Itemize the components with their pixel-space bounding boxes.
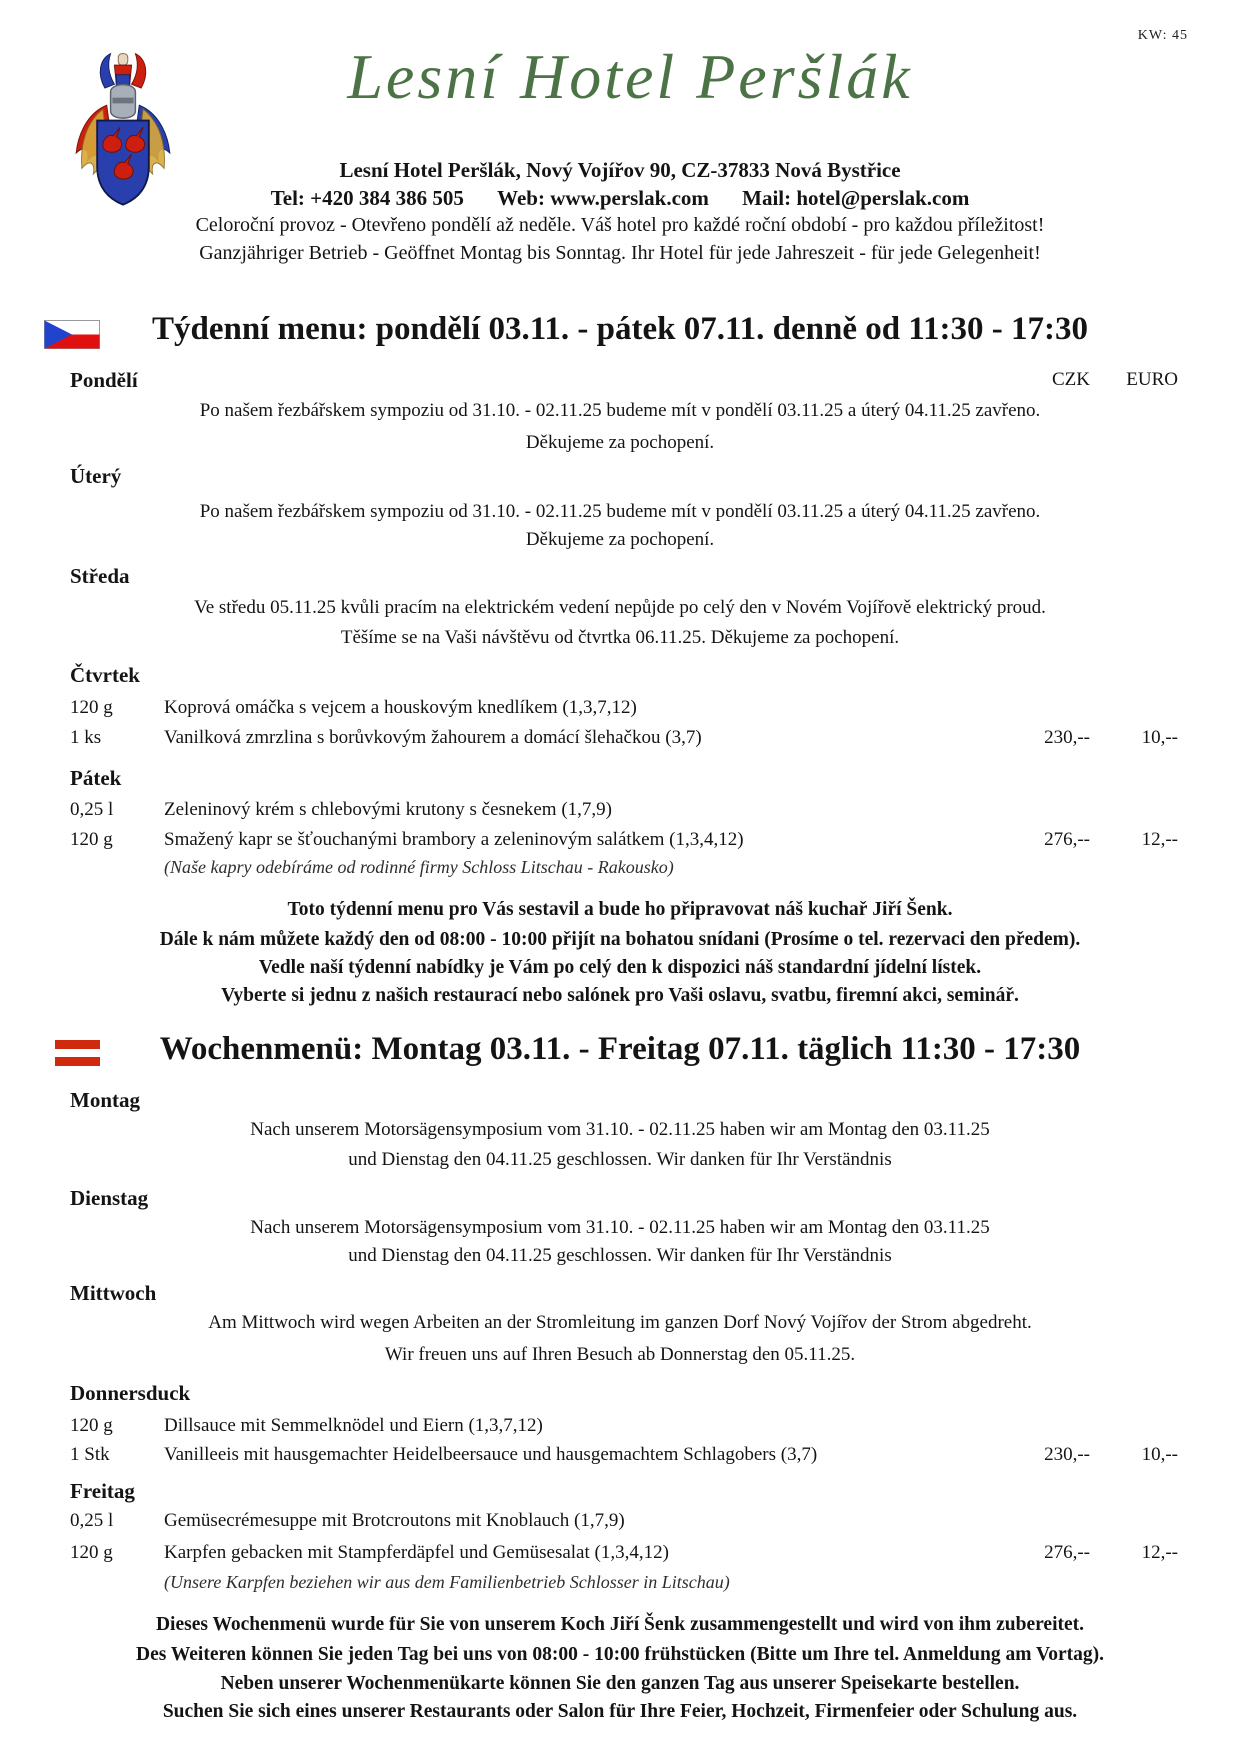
menu-item-price-euro: 12,-- xyxy=(1141,829,1178,850)
tuesday-note-line: Děkujeme za pochopení. xyxy=(525,529,715,550)
menu-item-desc: Vanilleeis mit hausgemachter Heidelbeersauce und hausgemachtem Schlagobers (3,7) xyxy=(164,1444,818,1465)
menu-item-qty: 120 g xyxy=(70,1415,113,1436)
menu-item-price-czk: 276,-- xyxy=(1044,829,1090,850)
menu-item-desc: Zeleninový krém s chlebovými krutony s česnekem (1,7,9) xyxy=(164,799,612,820)
montag-note-line: Nach unserem Motorsägensymposium vom 31.10. - 02.11.25 haben wir am Montag den 03.11.25 xyxy=(250,1119,990,1140)
contact-tel: Tel: +420 384 386 505 xyxy=(270,186,464,210)
menu-item-desc: Gemüsecrémesuppe mit Brotcroutons mit Knoblauch (1,7,9) xyxy=(164,1510,625,1531)
german-footer-line: Suchen Sie sich eines unserer Restaurants oder Salon für Ihre Feier, Hochzeit, Firmenfeier oder Schulung aus. xyxy=(162,1701,1078,1722)
dienstag-note-line: und Dienstag den 04.11.25 geschlossen. Wir danken für Ihr Verständnis xyxy=(348,1245,892,1266)
menu-item-price-czk: 276,-- xyxy=(1044,1542,1090,1563)
day-label-utery: Úterý xyxy=(70,464,122,488)
contact-web: Web: www.perslak.com xyxy=(497,186,709,210)
german-menu-heading: Wochenmenü: Montag 03.11. - Freitag 07.11. täglich 11:30 - 17:30 xyxy=(159,1031,1081,1067)
menu-item-price-czk: 230,-- xyxy=(1044,727,1090,748)
hotel-address: Lesní Hotel Peršlák, Nový Vojířov 90, CZ-37833 Nová Bystřice xyxy=(339,158,901,182)
czech-menu-heading: Týdenní menu: pondělí 03.11. - pátek 07.11. denně od 11:30 - 17:30 xyxy=(151,311,1089,347)
menu-item-price-euro: 10,-- xyxy=(1141,727,1178,748)
german-footer-line: Dieses Wochenmenü wurde für Sie von unserem Koch Jiří Šenk zusammengestellt und wird von ihm zubereitet. xyxy=(155,1614,1085,1635)
day-label-patek: Pátek xyxy=(70,766,122,790)
day-label-streda: Středa xyxy=(70,564,130,588)
column-header-euro: EURO xyxy=(1126,369,1178,390)
dienstag-note-line: Nach unserem Motorsägensymposium vom 31.10. - 02.11.25 haben wir am Montag den 03.11.25 xyxy=(250,1217,990,1238)
menu-item-desc: Dillsauce mit Semmelknödel und Eiern (1,3,7,12) xyxy=(164,1415,543,1436)
contact-mail: Mail: hotel@perslak.com xyxy=(742,186,970,210)
day-label-dienstag: Dienstag xyxy=(70,1186,149,1210)
menu-item-price-euro: 12,-- xyxy=(1141,1542,1178,1563)
hotel-contact-line xyxy=(0,186,1240,211)
menu-item-desc: Karpfen gebacken mit Stampferdäpfel und Gemüsesalat (1,3,4,12) xyxy=(164,1542,669,1563)
menu-item-qty: 120 g xyxy=(70,697,113,718)
menu-item-qty: 0,25 l xyxy=(70,799,114,820)
german-footer-line: Des Weiteren können Sie jeden Tag bei uns von 08:00 - 10:00 frühstücken (Bitte um Ihre tel. Anmeldung am Vortag). xyxy=(135,1644,1105,1665)
tagline-german: Ganzjähriger Betrieb - Geöffnet Montag bis Sonntag. Ihr Hotel für jede Jahreszeit - für jede Gelegenheit! xyxy=(199,242,1041,264)
day-label-freitag: Freitag xyxy=(70,1479,135,1503)
wednesday-note-line: Ve středu 05.11.25 kvůli pracím na elektrickém vedení nepůjde po celý den v Novém Vojířově elektrický proud. xyxy=(194,597,1046,618)
hotel-title: Lesní Hotel Peršlák xyxy=(347,41,913,112)
wednesday-note-line: Těšíme se na Vaši návštěvu od čtvrtka 06.11.25. Děkujeme za pochopení. xyxy=(340,627,900,648)
german-footer-line: Neben unserer Wochenmenükarte können Sie den ganzen Tag aus unserer Speisekarte bestellen. xyxy=(220,1673,1020,1694)
menu-item-price-euro: 10,-- xyxy=(1141,1444,1178,1465)
carp-origin-note-de: (Unsere Karpfen beziehen wir aus dem Familienbetrieb Schlosser in Litschau) xyxy=(164,1572,730,1592)
day-label-montag: Montag xyxy=(70,1088,140,1112)
czech-footer-line: Vyberte si jednu z našich restaurací nebo salónek pro Vaši oslavu, svatbu, firemní akci, seminář. xyxy=(221,985,1019,1006)
mittwoch-note-line: Am Mittwoch wird wegen Arbeiten an der Stromleitung im ganzen Dorf Nový Vojířov der Strom abgedreht. xyxy=(208,1312,1032,1333)
czech-footer-line: Toto týdenní menu pro Vás sestavil a bude ho připravovat náš kuchař Jiří Šenk. xyxy=(287,899,953,920)
day-label-donnerstag: Donnersduck xyxy=(70,1381,191,1405)
menu-item-qty: 1 Stk xyxy=(70,1444,110,1465)
tagline-czech: Celoroční provoz - Otevřeno pondělí až neděle. Váš hotel pro každé roční období - pro každou příležitost! xyxy=(195,214,1045,236)
day-label-mittwoch: Mittwoch xyxy=(70,1281,157,1305)
monday-note-line: Po našem řezbářskem sympoziu od 31.10. - 02.11.25 budeme mít v pondělí 03.11.25 a úterý 04.11.25 zavřeno. xyxy=(199,400,1041,421)
tuesday-note-line: Po našem řezbářskem sympoziu od 31.10. - 02.11.25 budeme mít v pondělí 03.11.25 a úterý 04.11.25 zavřeno. xyxy=(199,501,1041,522)
menu-item-price-czk: 230,-- xyxy=(1044,1444,1090,1465)
czech-footer-line: Dále k nám můžete každý den od 08:00 - 10:00 přijít na bohatou snídani (Prosíme o tel. rezervaci den předem). xyxy=(159,929,1081,950)
czech-footer-line: Vedle naší týdenní nabídky je Vám po celý den k dispozici náš standardní jídelní lístek. xyxy=(258,957,982,978)
carp-origin-note-cz: (Naše kapry odebíráme od rodinné firmy Schloss Litschau - Rakousko) xyxy=(164,857,674,877)
menu-item-desc: Vanilková zmrzlina s borůvkovým žahourem a domácí šlehačkou (3,7) xyxy=(164,727,702,748)
menu-item-desc: Smažený kapr se šťouchanými brambory a zeleninovým salátkem (1,3,4,12) xyxy=(164,829,744,850)
week-number-label: KW: 45 xyxy=(1137,28,1188,43)
menu-item-qty: 120 g xyxy=(70,829,113,850)
day-label-pondeli: Pondělí xyxy=(70,368,138,392)
menu-item-qty: 0,25 l xyxy=(70,1510,114,1531)
monday-note-line: Děkujeme za pochopení. xyxy=(525,432,715,453)
menu-item-qty: 1 ks xyxy=(70,727,102,748)
mittwoch-note-line: Wir freuen uns auf Ihren Besuch ab Donnerstag den 05.11.25. xyxy=(384,1344,856,1365)
column-header-czk: CZK xyxy=(1052,369,1090,390)
menu-item-desc: Koprová omáčka s vejcem a houskovým knedlíkem (1,3,7,12) xyxy=(164,697,637,718)
montag-note-line: und Dienstag den 04.11.25 geschlossen. Wir danken für Ihr Verständnis xyxy=(348,1149,892,1170)
day-label-ctvrtek: Čtvrtek xyxy=(70,663,140,687)
menu-item-qty: 120 g xyxy=(70,1542,113,1563)
